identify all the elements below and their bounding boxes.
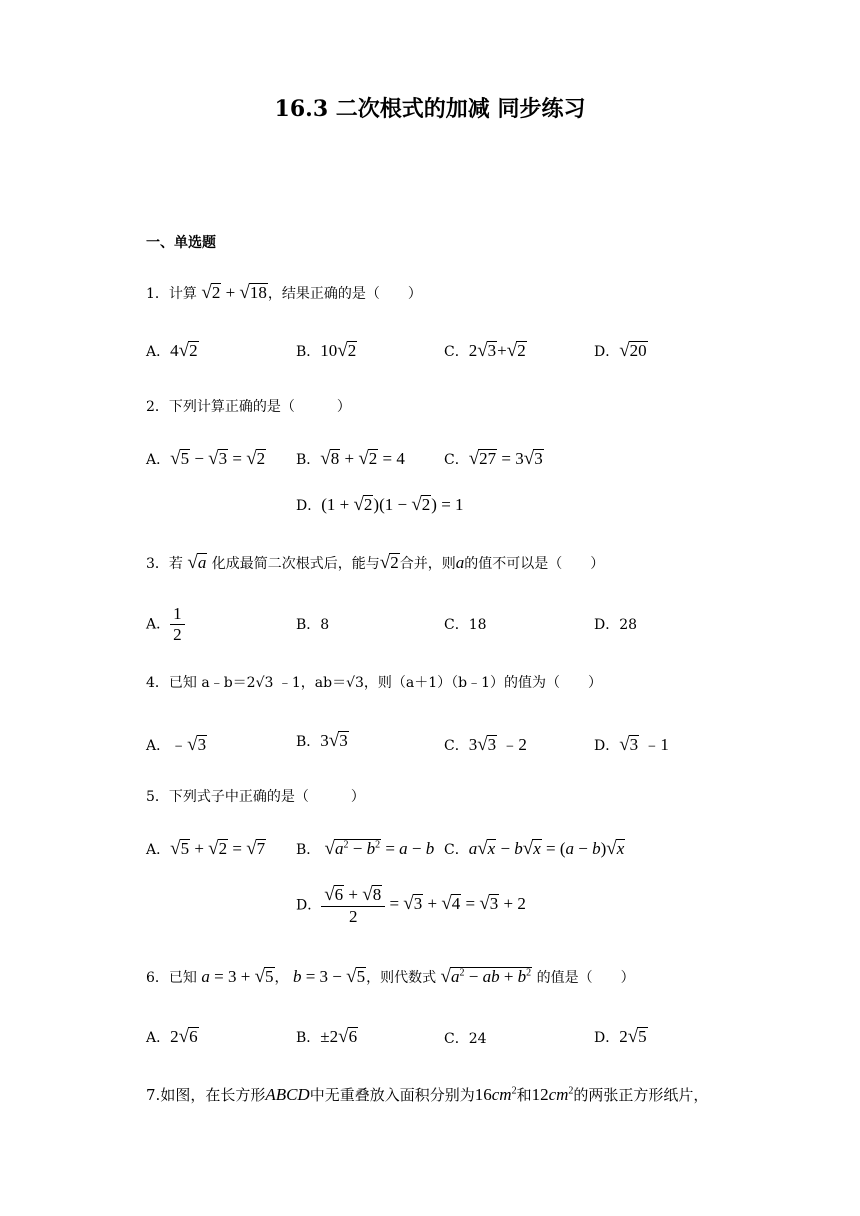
question-number: 1． [146, 286, 169, 302]
option-3b: B．8 [296, 617, 330, 633]
option-2a: A．√5 − √3 = √2 [146, 448, 266, 469]
option-3c: C．18 [444, 617, 487, 633]
math-expression: √2 + √18 [201, 282, 267, 303]
page-title: 16.3 二次根式的加减 同步练习 [274, 96, 586, 122]
option-1b: B．10√2 [296, 340, 357, 361]
option-1a: A．4√2 [146, 340, 198, 361]
question-3: 3．若 √a 化成最简二次根式后，能与√2合并，则a的值不可以是（ ） [146, 552, 605, 573]
option-4b: B．3√3 [296, 730, 348, 751]
question-2: 2．下列计算正确的是（ ） [146, 399, 351, 415]
option-6d: D．2√5 [594, 1026, 647, 1047]
option-5a: A．√5 + √2 = √7 [146, 838, 266, 859]
option-4a: A．﹣√3 [146, 734, 207, 755]
option-3a: A． $\frac{1}{2}$ [146, 604, 185, 645]
question-4: 4．已知 a﹣b＝2√3 ﹣1，ab＝√3，则（a＋1）（b﹣1）的值为（ ） [146, 675, 603, 691]
option-6b: B．±2√6 [296, 1026, 358, 1047]
option-3d: D．28 [594, 617, 638, 633]
option-4c: C．3√3 ﹣2 [444, 734, 527, 755]
option-2b: B．√8 + √2 = 4 [296, 448, 405, 469]
option-1d: D．√20 [594, 340, 647, 361]
question-6: 6．已知 a = 3 + √5， b = 3 − √5，则代数式 $√a^2$ − ab + $b^2$ 的值是（ ） [146, 966, 635, 987]
option-1c: C．2√3+√2 [444, 340, 526, 361]
option-6a: A．2√6 [146, 1026, 198, 1047]
option-5d: D． $\frac{√6 + √8}{2}$ = √3 + √4 = √3 + 2 [296, 884, 526, 926]
question-5: 5．下列式子中正确的是（ ） [146, 789, 365, 805]
section-heading: 一、单选题 [146, 235, 216, 251]
question-1: 1．计算 √2 + √18，结果正确的是（ ） [146, 282, 422, 303]
option-2d: D．(1 + √2)(1 − √2) = 1 [296, 494, 464, 515]
question-7: 7.如图，在长方形ABCD中无重叠放入面积分别为$16cm^2$和$12cm^2$的两张正方形纸片， [146, 1085, 709, 1104]
option-4d: D．√3 ﹣1 [594, 734, 669, 755]
option-5c: C．a√x − b√x = (a − b)√x [444, 838, 625, 859]
option-6c: C．24 [444, 1031, 487, 1047]
option-5b: B． $√a^2 - b^2 = a - b$ [296, 838, 435, 859]
option-2c: C．√27 = 3√3 [444, 448, 543, 469]
